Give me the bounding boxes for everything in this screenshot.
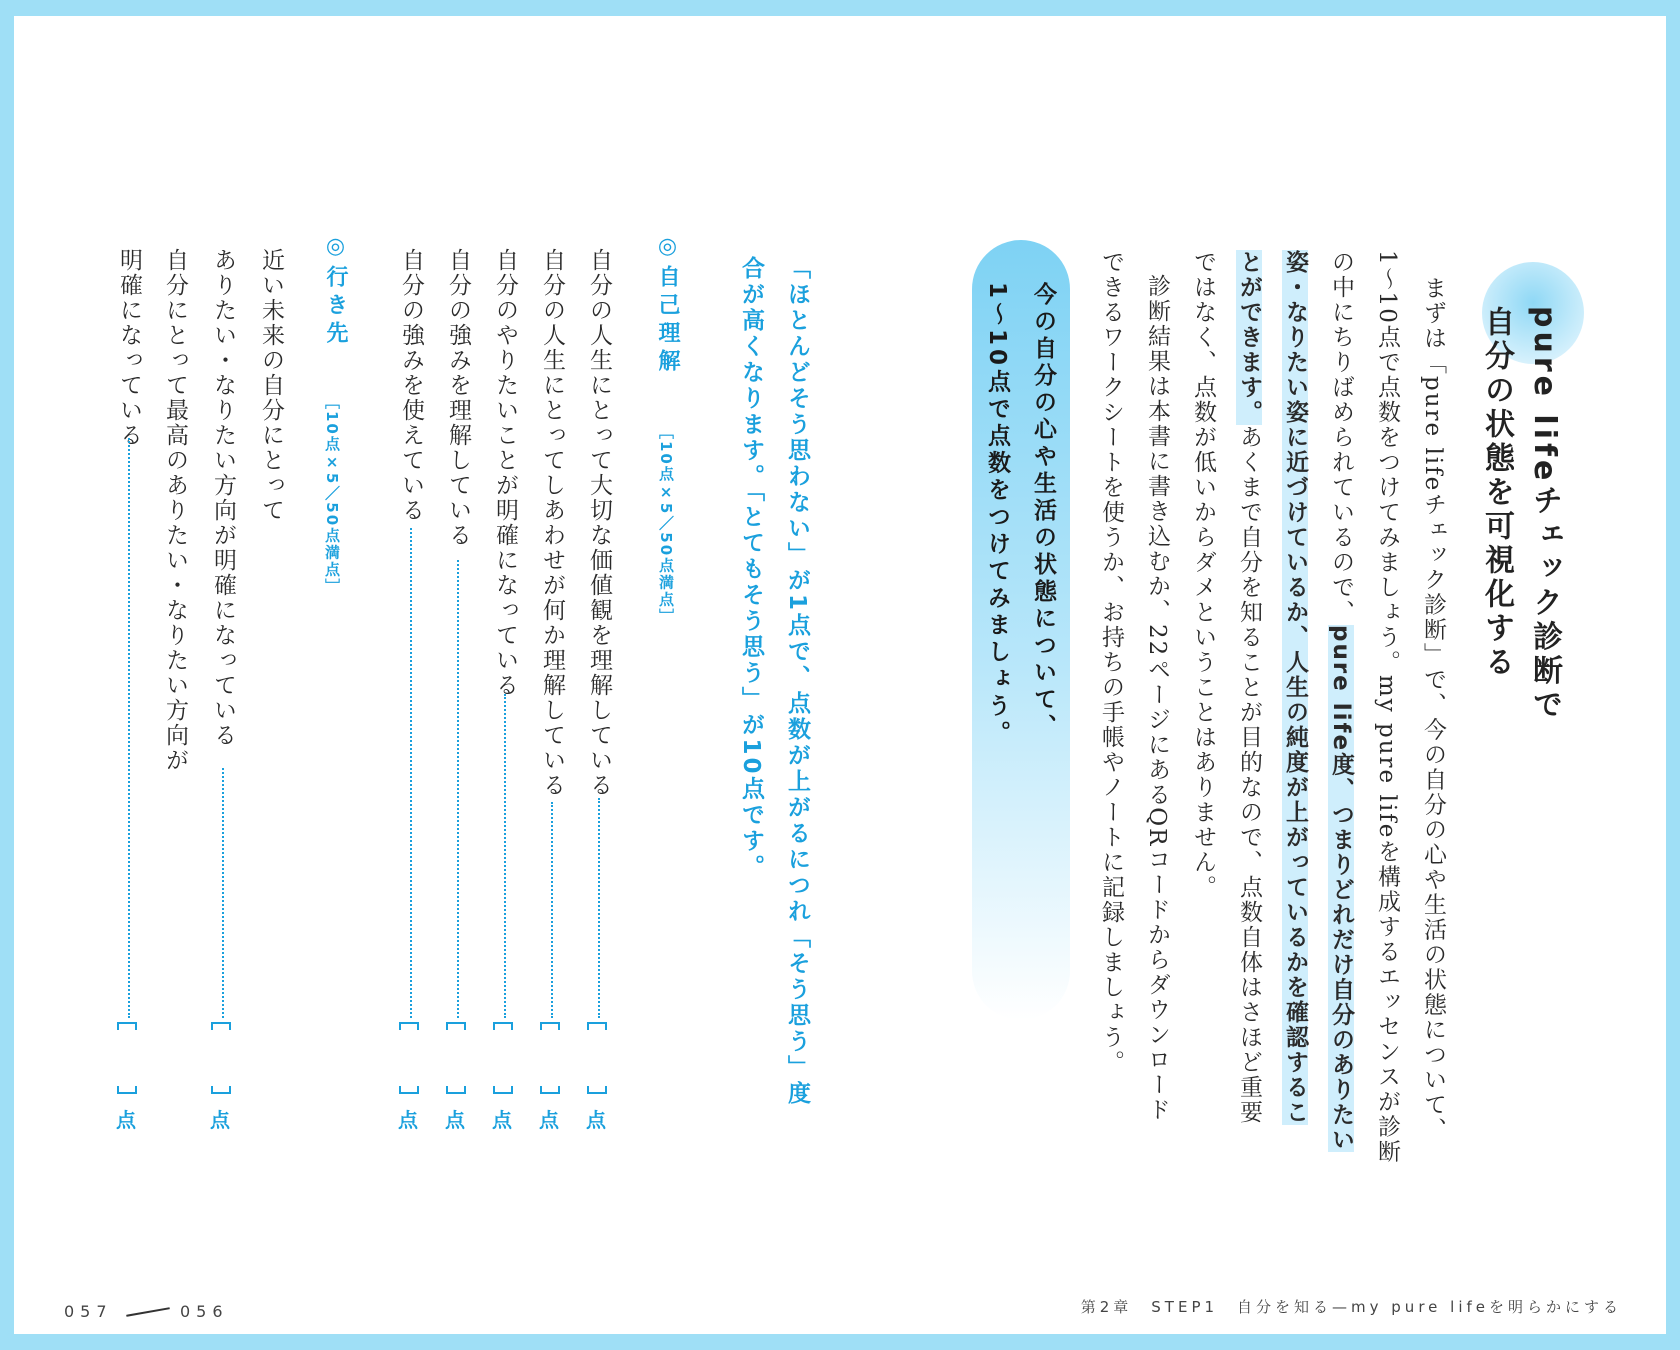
point-label: 点	[210, 1108, 230, 1132]
score-box-bottom	[493, 1086, 513, 1094]
intro-line-1: 「ほとんどそう思わない」が1点で、点数が上がるにつれ「そう思う」度	[784, 256, 810, 1108]
checklist-item[interactable]	[202, 248, 242, 1138]
body-col-8: できるワークシートを使うか、お持ちの手帳やノートに記録しましょう。	[1098, 250, 1124, 1075]
item-text: ありたい・なりたい方向が明確になっている	[210, 248, 236, 748]
score-box-top	[399, 1022, 419, 1030]
score-box-top	[493, 1022, 513, 1030]
leader-dots	[551, 802, 553, 1018]
page-number-right: 056	[180, 1302, 229, 1321]
body-col-6: ではなく、点数が低いからダメということはありません。	[1190, 250, 1216, 900]
item-text: 自分のやりたいことが明確になっている	[492, 248, 518, 698]
body-col-5: とができます。あくまで自分を知ることが目的なので、点数自体はさほど重要	[1236, 250, 1262, 1125]
self-understanding-subtitle: ［10点×5／50点満点］	[657, 424, 675, 626]
destination-title: ◎行き先	[323, 234, 348, 349]
point-label: 点	[445, 1108, 465, 1132]
leader-dots	[598, 798, 600, 1018]
running-head: 第2章 STEP1 自分を知る—my pure lifeを明らかにする	[1080, 1298, 1622, 1316]
score-box-top	[446, 1022, 466, 1030]
item-text: 明確になっている	[116, 248, 142, 448]
checklist-item[interactable]	[484, 248, 524, 1138]
point-label: 点	[398, 1108, 418, 1132]
page-number-separator	[126, 1307, 170, 1317]
body-col-1: まずは「pure lifeチェック診断」で、今の自分の心や生活の状態について、	[1420, 276, 1446, 1143]
checklist-item[interactable]	[578, 248, 618, 1138]
point-label: 点	[492, 1108, 512, 1132]
item-text: 自分の人生にとって大切な価値観を理解している	[586, 248, 612, 798]
score-box-top	[211, 1022, 231, 1030]
pill-line-2: 1～10点で点数をつけてみましょう。	[984, 282, 1010, 748]
leader-dots	[457, 560, 459, 1018]
body-col-7: 診断結果は本書に書き込むか、22ページにあるQRコードからダウンロード	[1144, 274, 1170, 1123]
checklist-item[interactable]	[108, 248, 148, 1138]
checklist-item[interactable]	[531, 248, 571, 1138]
score-box-bottom	[117, 1086, 137, 1094]
item-text: 自分の強みを理解している	[445, 248, 471, 548]
leader-dots	[128, 438, 130, 1018]
destination-item-1-line-1: 近い未来の自分にとって	[258, 248, 284, 523]
body-col-2: 1～10点で点数をつけてみましょう。my pure lifeを構成するエッセンスが診断	[1374, 250, 1400, 1165]
leader-dots	[504, 694, 506, 1018]
point-label: 点	[586, 1108, 606, 1132]
book-spread	[14, 16, 1666, 1334]
score-box-top	[540, 1022, 560, 1030]
pill-line-1: 今の自分の心や生活の状態について、	[1030, 282, 1056, 741]
score-box-bottom	[211, 1086, 231, 1094]
heading-line-2: 自分の状態を可視化する	[1479, 306, 1514, 680]
checklist-item[interactable]	[437, 248, 477, 1138]
intro-line-2: 合が高くなります。「とてもそう思う」が10点です。	[738, 256, 764, 881]
body-col-4: 姿・なりたい姿に近づけているか、人生の純度が上がっているかを確認するこ	[1282, 250, 1308, 1125]
body-col-3: の中にちりばめられているので、pure life度、つまりどれだけ自分のありたい	[1328, 250, 1354, 1153]
item-text: 自分の強みを使えている	[398, 248, 424, 523]
self-understanding-title: ◎自己理解	[655, 234, 680, 377]
score-box-bottom	[399, 1086, 419, 1094]
page-number-left: 057	[64, 1302, 113, 1321]
leader-dots	[222, 768, 224, 1018]
score-box-bottom	[446, 1086, 466, 1094]
score-box-top	[587, 1022, 607, 1030]
score-box-bottom	[540, 1086, 560, 1094]
destination-subtitle: ［10点×5／50点満点］	[323, 394, 341, 596]
item-text: 自分の人生にとってしあわせが何か理解している	[539, 248, 565, 798]
leader-dots	[410, 528, 412, 1018]
point-label: 点	[116, 1108, 136, 1132]
destination-item-2-line-1: 自分にとって最高のありたい・なりたい方向が	[162, 248, 188, 773]
checklist-item[interactable]	[390, 248, 430, 1138]
heading-line-1: pure lifeチェック診断で	[1527, 306, 1562, 723]
point-label: 点	[539, 1108, 559, 1132]
score-box-bottom	[587, 1086, 607, 1094]
score-box-top	[117, 1022, 137, 1030]
